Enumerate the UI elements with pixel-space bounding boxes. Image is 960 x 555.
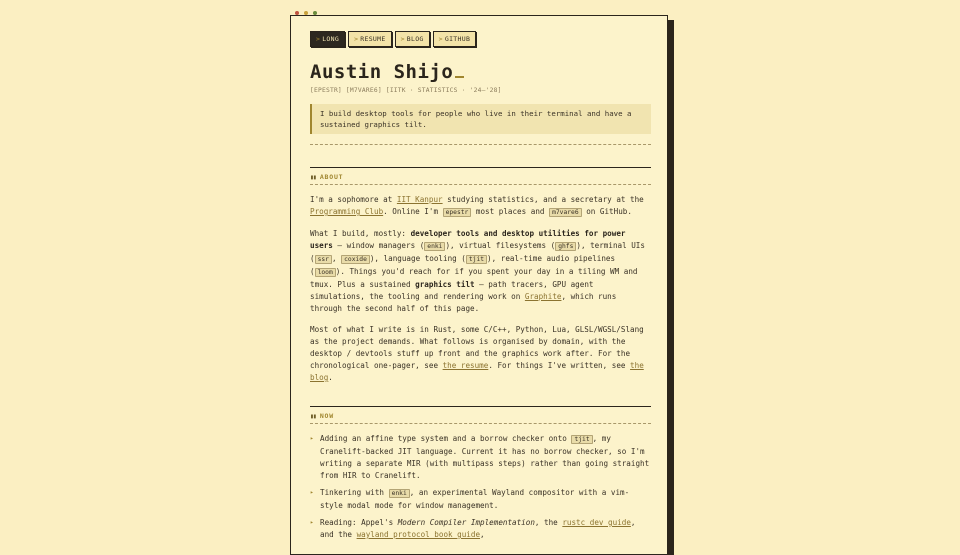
- book-title: Modern Compiler Implementation: [397, 518, 535, 527]
- text: studying statistics, and a secretary at the: [442, 195, 644, 204]
- text: , the: [534, 518, 563, 527]
- project-code: enki: [389, 489, 410, 498]
- project-code: ghfs: [555, 242, 576, 251]
- nav-label: BLOG: [406, 35, 424, 43]
- cursor-icon: [455, 76, 464, 78]
- resume-link[interactable]: the resume: [442, 361, 489, 370]
- text: on GitHub.: [581, 207, 632, 216]
- rustc-dev-guide-link[interactable]: rustc dev guide: [562, 518, 631, 527]
- handles-meta: [EPESTR] [M7VARE6] [IITK · STATISTICS · '24–'28]: [310, 87, 502, 94]
- maximize-dot-icon[interactable]: [313, 11, 317, 15]
- about-heading: [310, 168, 651, 185]
- project-code: tjit: [571, 435, 592, 444]
- window-controls: [295, 11, 317, 15]
- project-code: ssr: [315, 255, 332, 264]
- nav-prefix: >: [438, 35, 443, 43]
- blog-link[interactable]: the blog: [310, 361, 644, 382]
- nav-label: GITHUB: [444, 35, 471, 43]
- text: — window managers (: [332, 241, 425, 250]
- text: Most of what I write is in Rust, some C/C++, Python, Lua, GLSL/WGSL/Slang as the project demands. What follows is organised by domain, with the desktop / devtools stuff up front and the graphics work after. For the chronological one-pager, see: [310, 325, 644, 370]
- text: Adding an affine type system and a borrow checker onto: [320, 434, 572, 443]
- section-bars-icon: ▮▮: [310, 173, 316, 181]
- list-item: [310, 517, 651, 541]
- graphite-link[interactable]: Graphite: [524, 292, 562, 301]
- text: most places and: [471, 207, 550, 216]
- now-heading: [310, 407, 651, 424]
- section-bars-icon: ▮▮: [310, 412, 316, 420]
- page-title: [310, 60, 651, 84]
- about-title: ABOUT: [319, 173, 344, 181]
- text: ), virtual filesystems (: [445, 241, 556, 250]
- nav-github-button[interactable]: [433, 31, 477, 47]
- text: Tinkering with: [320, 488, 389, 497]
- github-handle-code: m7vare6: [549, 208, 582, 217]
- list-item: [310, 487, 651, 512]
- about-paragraph-2: [310, 228, 651, 315]
- text: , my Cranelift-backed JIT language. Current it has no borrow checker, so I'm writing a separate MIR (with multipass steps) rather than going straight from HIR to Cranelift.: [320, 434, 650, 480]
- minimize-dot-icon[interactable]: [304, 11, 308, 15]
- nav-label: LONG: [322, 35, 340, 43]
- nav-prefix: >: [316, 35, 321, 43]
- text: . For things I've written, see: [488, 361, 631, 370]
- top-nav: [310, 31, 651, 47]
- project-code: enki: [424, 242, 445, 251]
- text: , an experimental Wayland compositor with a vim-style modal mode for window management.: [320, 488, 630, 510]
- project-code: coxide: [341, 255, 370, 264]
- nav-label: RESUME: [360, 35, 386, 43]
- now-section: [310, 406, 651, 541]
- page-window: [290, 15, 668, 555]
- bold-text: developer tools and desktop utilities for power users: [310, 229, 626, 250]
- close-dot-icon[interactable]: [295, 11, 299, 15]
- text: ), real-time audio pipelines (: [310, 254, 616, 276]
- handle-code: epestr: [443, 208, 472, 217]
- now-title: NOW: [319, 412, 334, 420]
- bold-text: graphics tilt: [415, 280, 475, 289]
- text: . Online I'm: [383, 207, 443, 216]
- text: ,: [480, 530, 485, 539]
- text: , and the: [320, 518, 636, 539]
- text: Reading: Appel's: [320, 518, 398, 527]
- about-section: [310, 167, 651, 384]
- programming-club-link[interactable]: Programming Club: [310, 207, 384, 216]
- nav-blog-button[interactable]: [395, 31, 430, 47]
- nav-prefix: >: [400, 35, 405, 43]
- list-item: [310, 433, 651, 482]
- tagline-quote: I build desktop tools for people who live in their terminal and have a sustained graphics tilt.: [310, 104, 651, 134]
- divider: [310, 144, 651, 145]
- iit-kanpur-link[interactable]: IIT Kanpur: [396, 195, 443, 204]
- now-list: [310, 433, 651, 541]
- nav-long-button[interactable]: [310, 31, 345, 47]
- nav-resume-button[interactable]: [348, 31, 392, 47]
- text: I'm a sophomore at: [310, 195, 397, 204]
- text: ), terminal UIs (: [310, 241, 645, 263]
- text: ), language tooling (: [369, 254, 466, 263]
- nav-prefix: >: [354, 35, 359, 43]
- wayland-book-link[interactable]: wayland protocol book guide: [356, 530, 481, 539]
- about-paragraph-3: [310, 324, 651, 384]
- name-text: Austin Shijo: [310, 61, 454, 83]
- text: What I build, mostly:: [310, 229, 411, 238]
- project-code: tjit: [466, 255, 487, 264]
- text: ). Things you'd reach for if you spent your day in a tiling WM and tmux. Plus a sustained: [310, 267, 638, 289]
- text: ,: [331, 254, 342, 263]
- text: — path tracers, GPU agent simulations, the tooling and rendering work on: [310, 280, 594, 301]
- text: , which runs through the second half of this page.: [310, 292, 617, 313]
- project-code: loom: [315, 268, 336, 277]
- about-paragraph-1: [310, 194, 651, 219]
- text: .: [328, 373, 333, 382]
